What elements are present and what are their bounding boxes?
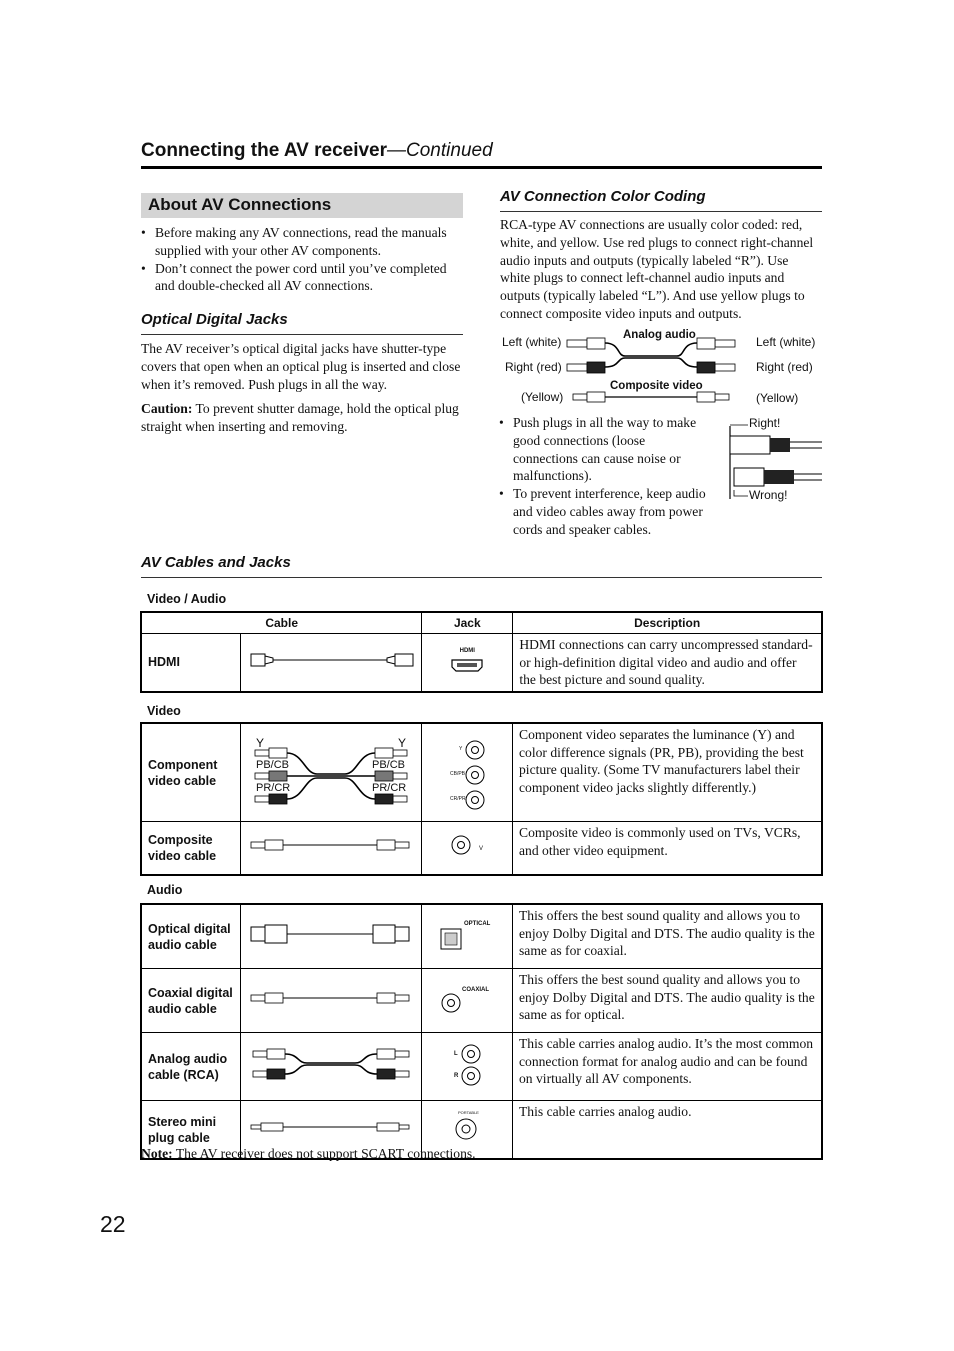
scart-note (141, 1145, 476, 1163)
jack-label: OPTICAL (464, 921, 491, 927)
plug-label-pr-left: PR/CR (256, 782, 291, 794)
column-header-jack: Jack (422, 612, 513, 634)
cable-image (241, 904, 422, 969)
jack-cell (422, 969, 513, 1033)
row-description: This cable carries analog audio. It’s the most common connection format for analog audio and can be found on virtually all AV components. (513, 1033, 823, 1101)
row-description: This offers the best sound quality and allows you to enjoy Dolby Digital and DTS. The audio quality is the same as for optical. (513, 969, 823, 1033)
jack-cell (422, 904, 513, 969)
cable-name: Composite video cable (141, 822, 241, 875)
jack-label: V (479, 846, 484, 852)
plug-label-y-right: Y (398, 736, 407, 750)
label-left-white-r: Left (white) (756, 335, 816, 349)
cable-image (241, 1033, 422, 1101)
optical-cable-icon (241, 922, 421, 946)
list-item: • Don’t connect the power cord until you’ve completed and double-checked all AV connections. (141, 260, 463, 296)
plug-label-y-left: Y (256, 736, 265, 750)
cable-image (241, 634, 422, 692)
plug-insertion-illustration (724, 424, 824, 500)
table-row (141, 822, 822, 875)
hdmi-jack-icon (450, 658, 484, 672)
stereo-mini-cable-icon (241, 1117, 421, 1137)
list-item: • Before making any AV connections, read the manuals supplied with your other AV components. (141, 224, 463, 260)
label-analog-audio: Analog audio (623, 329, 696, 341)
composite-jack-icon (450, 833, 500, 857)
list-item: • To prevent interference, keep audio and video cables away from power cords and speaker cables. (499, 485, 711, 538)
page-title: Connecting the AV receiver (141, 140, 388, 161)
page-title-continued: —Continued (387, 140, 493, 161)
label-right-red-l: Right (red) (505, 360, 562, 374)
optical-rule (141, 334, 463, 335)
label-right-red-r: Right (red) (756, 360, 813, 374)
label-yellow-l: (Yellow) (521, 390, 564, 404)
table-row (141, 723, 822, 822)
optical-caution (141, 400, 463, 436)
jack-cell (422, 1033, 513, 1101)
cable-name: Optical digital audio cable (141, 904, 241, 969)
jack-cell (422, 634, 513, 692)
cable-name: Component video cable (141, 723, 241, 822)
cable-image (241, 822, 422, 875)
analog-audio-jack-icon (422, 1033, 512, 1095)
row-description: HDMI connections can carry uncompressed standard- or high-definition digital video and audio and offer the best picture and sound quality. (513, 634, 822, 692)
table-row (141, 969, 822, 1033)
column-header-description: Description (513, 612, 822, 634)
cable-name: Coaxial digital audio cable (141, 969, 241, 1033)
jack-label-cr: CR/PR (450, 796, 466, 802)
note-text: The AV receiver does not support SCART connections. (172, 1146, 476, 1161)
plug-label-pr-right: PR/CR (372, 782, 407, 794)
row-description: Component video separates the luminance (Y) and color difference signals (PR, PB), providing the best picture quality. (Some TV manufacturers label their component video jacks slightly differently.) (513, 723, 823, 822)
cables-rule (141, 577, 822, 578)
cable-name: Analog audio cable (RCA) (141, 1033, 241, 1101)
jack-label-r: R (454, 1073, 459, 1079)
table-row (141, 1033, 822, 1101)
caution-label: Caution: (141, 401, 193, 416)
jack-cell (422, 723, 513, 822)
jack-label: PORTABLE (458, 1110, 479, 1115)
row-description: This cable carries analog audio. (513, 1101, 823, 1160)
note-label: Note: (141, 1146, 173, 1161)
coaxial-jack-icon (422, 969, 512, 1027)
label-composite-video: Composite video (610, 380, 703, 392)
table-row (141, 634, 822, 692)
video-title: Video (147, 704, 181, 718)
component-jack-icon (422, 724, 512, 816)
composite-cable-icon (241, 835, 421, 855)
table-row (141, 904, 822, 969)
optical-jack-icon (422, 905, 512, 963)
page-header (141, 140, 822, 162)
video-table (140, 722, 823, 876)
rca-color-diagram (565, 332, 755, 407)
list-item: • Push plugs in all the way to make good connections (loose connections can cause noise or malfunctions). (499, 414, 711, 485)
header-rule (141, 166, 822, 169)
about-heading-box (141, 193, 463, 218)
plug-label-pb-left: PB/CB (256, 759, 290, 771)
color-coding-bullets (499, 414, 711, 539)
cable-image (241, 723, 422, 822)
cables-heading: AV Cables and Jacks (141, 554, 291, 571)
jack-label-l: L (454, 1051, 458, 1057)
row-description: This offers the best sound quality and allows you to enjoy Dolby Digital and DTS. The audio quality is the same as for coaxial. (513, 904, 823, 969)
analog-audio-cable-icon (241, 1044, 421, 1084)
cable-name: HDMI (141, 634, 241, 692)
jack-label-cb: CB/PB (450, 771, 466, 777)
row-description: Composite video is commonly used on TVs, VCRs, and other video equipment. (513, 822, 823, 875)
label-right: Right! (749, 416, 781, 430)
color-coding-paragraph: RCA-type AV connections are usually color coded: red, white, and yellow. Use red plugs to connect right-channel audio inputs and outputs (typically labeled “R”). Use white plugs to connect left-channel audio inputs and outputs (typically labeled “L”). And use yellow plugs to connect composite video inputs and outputs. (500, 217, 814, 321)
page-number: 22 (100, 1211, 126, 1237)
coaxial-cable-icon (241, 988, 421, 1008)
jack-label-y: Y (459, 746, 463, 752)
optical-paragraph: The AV receiver’s optical digital jacks have shutter-type covers that open when an optical plug is inserted and close when it’s removed. Push plugs in all the way. (141, 341, 461, 392)
about-heading: About AV Connections (148, 195, 332, 214)
cable-name: Stereo mini plug cable (141, 1101, 241, 1160)
color-coding-rule (500, 211, 822, 212)
jack-label: HDMI (459, 647, 475, 654)
hdmi-cable-icon (241, 645, 421, 675)
jack-label: COAXIAL (462, 987, 489, 993)
plug-label-pb-right: PB/CB (372, 759, 406, 771)
video-audio-table (140, 611, 823, 693)
optical-heading: Optical Digital Jacks (141, 311, 288, 328)
about-bullets (141, 224, 463, 295)
audio-title: Audio (147, 883, 183, 897)
label-yellow-r: (Yellow) (756, 391, 799, 405)
label-wrong: Wrong! (749, 488, 788, 502)
color-coding-heading: AV Connection Color Coding (500, 188, 706, 205)
jack-cell (422, 822, 513, 875)
column-header-cable: Cable (141, 612, 422, 634)
label-left-white-l: Left (white) (502, 335, 562, 349)
cable-image (241, 969, 422, 1033)
video-audio-title: Video / Audio (147, 592, 227, 606)
audio-table (140, 903, 823, 1160)
caution-text: To prevent shutter damage, hold the optical plug straight when inserting and removing. (141, 401, 459, 434)
